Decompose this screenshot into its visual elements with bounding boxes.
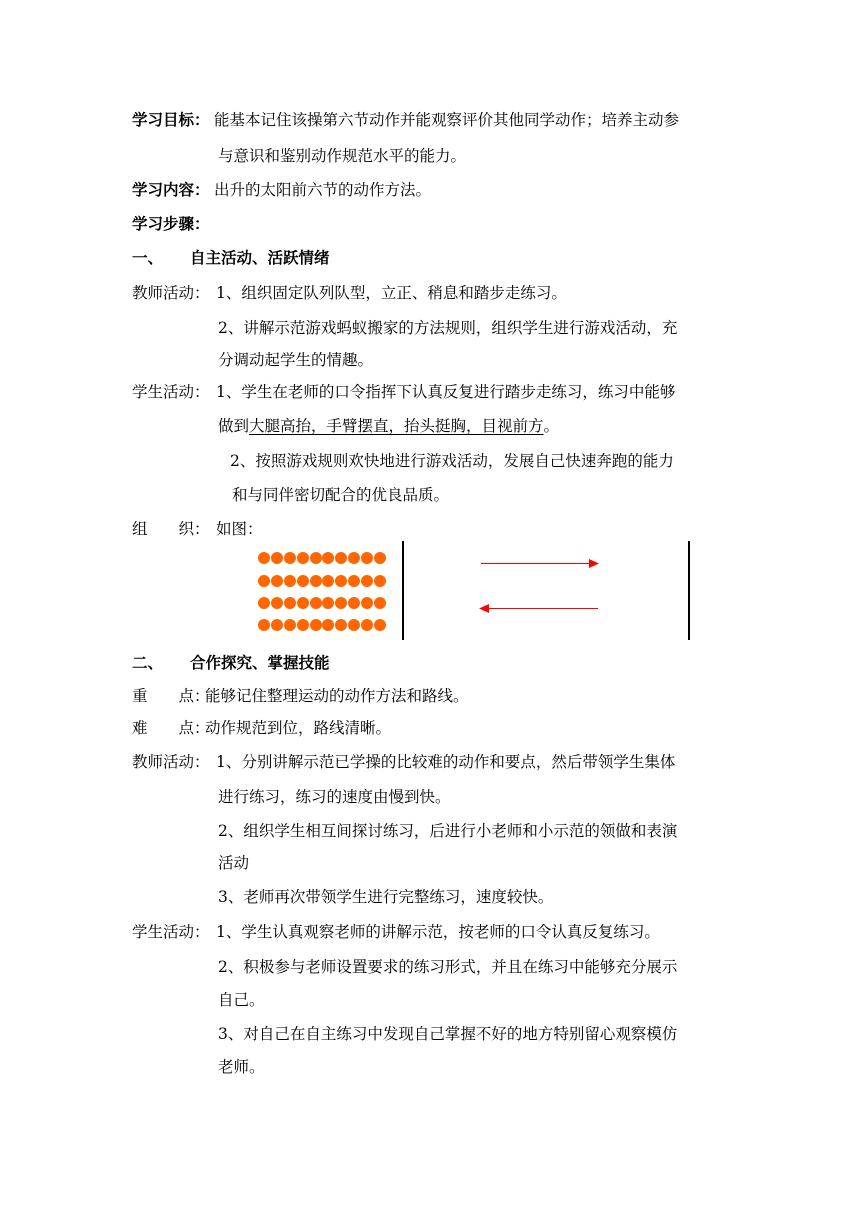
- content-label: 学习内容：: [132, 180, 210, 199]
- section2-key-label: 重 点：: [132, 687, 210, 705]
- section1-title: 自主活动、活跃情绪: [190, 248, 330, 267]
- section1-teacher-label: 教师活动：: [132, 284, 210, 302]
- objective-line-2: 与意识和鉴别动作规范水平的能力。: [218, 147, 467, 165]
- student-dot: [374, 552, 386, 564]
- student-dot: [335, 552, 347, 564]
- student-dot: [335, 575, 347, 587]
- formation-row-2: [258, 575, 387, 587]
- student-dot: [374, 575, 386, 587]
- section2-student-label: 学生活动：: [132, 923, 210, 941]
- section2-student-item-1: 1、学生认真观察老师的讲解示范，按老师的口令认真反复练习。: [216, 923, 660, 941]
- section1-student-item-1: 1、学生在老师的口令指挥下认真反复进行踏步走练习，练习中能够: [216, 383, 676, 401]
- student-dot: [284, 575, 296, 587]
- student-dot: [335, 619, 347, 631]
- student-dot: [374, 597, 386, 609]
- student-dot: [310, 575, 322, 587]
- section2-title: 合作探究、掌握技能: [190, 653, 330, 672]
- student-dot: [284, 552, 296, 564]
- formation-row-1: [258, 552, 387, 564]
- student-dot: [297, 597, 309, 609]
- student-dot: [322, 552, 334, 564]
- section2-teacher-label: 教师活动：: [132, 753, 210, 771]
- section2-diff-label: 难 点：: [132, 719, 210, 737]
- student-item-1-underlined: 大腿高抬，手臂摆直，抬头挺胸，目视前方: [249, 417, 544, 435]
- student-dot: [297, 619, 309, 631]
- student-dot: [322, 619, 334, 631]
- section2-diff-text: 动作规范到位，路线清晰。: [205, 719, 392, 737]
- section2-teacher-item-1-cont: 进行练习，练习的速度由慢到快。: [218, 788, 451, 806]
- objective-label: 学习目标：: [132, 110, 210, 129]
- arrow-right-head-icon: [589, 559, 599, 568]
- section2-number: 二、: [132, 653, 164, 672]
- finish-line: [688, 541, 690, 640]
- student-dot: [258, 597, 270, 609]
- student-dot: [361, 552, 373, 564]
- steps-label: 学习步骤：: [132, 214, 210, 233]
- section1-teacher-item-2-cont: 分调动起学生的情趣。: [218, 351, 374, 369]
- student-dot: [310, 597, 322, 609]
- student-dot: [297, 552, 309, 564]
- section2-teacher-item-3: 3、老师再次带领学生进行完整练习，速度较快。: [218, 888, 554, 906]
- section1-student-item-1-cont: [218, 416, 559, 436]
- section2-student-item-2: 2、积极参与老师设置要求的练习形式，并且在练习中能够充分展示: [218, 958, 678, 976]
- section1-student-item-2: 2、按照游戏规则欢快地进行游戏活动，发展自己快速奔跑的能力: [230, 452, 674, 470]
- student-dot: [348, 552, 360, 564]
- section1-student-label: 学生活动：: [132, 383, 210, 401]
- student-dot: [258, 575, 270, 587]
- section1-student-item-2-cont: 和与同伴密切配合的优良品质。: [232, 486, 450, 504]
- student-dot: [348, 575, 360, 587]
- section2-student-item-3-cont: 老师。: [218, 1058, 265, 1076]
- section1-org-text: 如图：: [216, 520, 263, 538]
- student-dot: [271, 575, 283, 587]
- section2-teacher-item-1: 1、分别讲解示范已学操的比较难的动作和要点，然后带领学生集体: [216, 753, 676, 771]
- student-dot: [335, 597, 347, 609]
- student-dot: [271, 619, 283, 631]
- arrow-left-head-icon: [479, 604, 489, 613]
- section1-teacher-item-1: 1、组织固定队列队型，立正、稍息和踏步走练习。: [216, 284, 567, 302]
- student-dot: [361, 597, 373, 609]
- student-dot: [284, 619, 296, 631]
- student-dot: [348, 597, 360, 609]
- objective-line-1: 能基本记住该操第六节动作并能观察评价其他同学动作；培养主动参: [214, 111, 680, 129]
- section2-teacher-item-2-cont: 活动: [218, 854, 250, 872]
- student-dot: [284, 597, 296, 609]
- section2-teacher-item-2: 2、组织学生相互间探讨练习，后进行小老师和小示范的领做和表演: [218, 822, 678, 840]
- formation-row-4: [258, 619, 387, 631]
- student-dot: [271, 597, 283, 609]
- student-item-1-suffix: 。: [543, 417, 560, 435]
- section2-student-item-2-cont: 自己。: [218, 991, 265, 1009]
- student-item-1-prefix: 做到: [218, 417, 250, 435]
- section2-key-text: 能够记住整理运动的动作方法和路线。: [205, 687, 469, 705]
- section1-org-label: 组 织：: [132, 520, 210, 538]
- student-dot: [348, 619, 360, 631]
- student-dot: [297, 575, 309, 587]
- formation-row-3: [258, 597, 387, 609]
- start-line: [402, 541, 404, 640]
- section2-student-item-3: 3、对自己在自主练习中发现自己掌握不好的地方特别留心观察模仿: [218, 1025, 678, 1043]
- student-dot: [322, 597, 334, 609]
- content-text: 出升的太阳前六节的动作方法。: [214, 181, 432, 199]
- student-dot: [361, 619, 373, 631]
- student-dot: [322, 575, 334, 587]
- student-dot: [258, 552, 270, 564]
- student-dot: [271, 552, 283, 564]
- student-dot: [374, 619, 386, 631]
- section1-teacher-item-2: 2、讲解示范游戏蚂蚁搬家的方法规则，组织学生进行游戏活动，充: [218, 319, 678, 337]
- student-dot: [361, 575, 373, 587]
- student-dot: [310, 619, 322, 631]
- student-dot: [258, 619, 270, 631]
- student-dot: [310, 552, 322, 564]
- section1-number: 一、: [132, 248, 164, 267]
